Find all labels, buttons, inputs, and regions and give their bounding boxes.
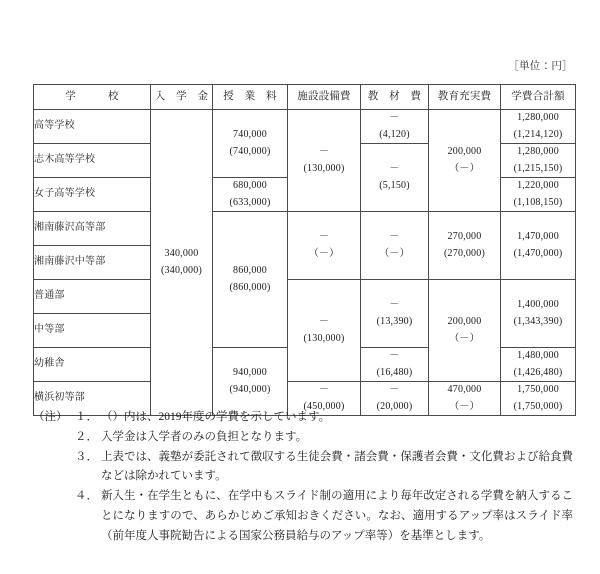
tuition-cell: [213, 212, 288, 348]
school-name-cell: 湘南藤沢高等部: [34, 212, 151, 246]
material-fee-cell-current: －: [389, 230, 400, 242]
unit-label: ［単位：円］: [508, 61, 573, 72]
table-body: [34, 110, 576, 416]
tuition-cell: [213, 178, 288, 212]
tuition-cell-previous: (633,000): [229, 197, 271, 208]
material-fee-cell: [361, 348, 429, 382]
note-item: [75, 408, 573, 428]
material-fee-cell: [361, 212, 429, 280]
total-fee-cell: [501, 178, 576, 212]
facility-fee-cell-previous: (130,000): [303, 333, 345, 344]
school-name-cell: 志木高等学校: [34, 144, 151, 178]
total-fee-cell-current: 1,480,000: [517, 349, 559, 361]
education-enrichment-fee-cell-previous: (270,000): [444, 248, 485, 259]
education-enrichment-fee-cell-current: 470,000: [447, 383, 482, 395]
note-number: ３．: [75, 450, 98, 463]
admission-fee-cell: [151, 110, 213, 416]
table-row: [34, 280, 576, 314]
total-fee-cell-previous: (1,343,390): [513, 316, 563, 327]
tuition-cell-previous: (740,000): [229, 146, 271, 157]
total-fee-cell-previous: (1,750,000): [513, 401, 563, 412]
column-header-total: 学費合計額: [501, 85, 576, 110]
material-fee-cell-previous: （－）: [379, 248, 410, 259]
admission-fee-current: 340,000: [164, 247, 199, 259]
tuition-cell-current: 740,000: [233, 128, 267, 140]
facility-fee-cell-previous: (450,000): [303, 401, 345, 412]
total-fee-cell-previous: (1,426,480): [513, 367, 563, 378]
material-fee-cell-current: －: [389, 111, 400, 123]
facility-fee-cell-current: －: [318, 145, 330, 157]
material-fee-cell-current: －: [389, 383, 400, 395]
tuition-cell-current: 860,000: [233, 264, 267, 276]
column-header-tuition: 授 業 料: [213, 85, 288, 110]
column-header-school: 学 校: [34, 85, 151, 110]
school-name-cell: 女子高等学校: [34, 178, 151, 212]
column-header-education-enrichment-fee: 教育充実費: [429, 85, 501, 110]
education-enrichment-fee-cell: [429, 212, 501, 280]
facility-fee-cell-previous: （－）: [308, 248, 340, 259]
school-name-cell: 横浜初等部: [34, 382, 151, 416]
school-name-cell: 湘南藤沢中等部: [34, 246, 151, 280]
tuition-cell: [213, 110, 288, 178]
column-header-admission-fee: 入 学 金: [151, 85, 213, 110]
education-enrichment-fee-cell: [429, 280, 501, 382]
tuition-fee-table: [33, 84, 576, 416]
total-fee-cell-previous: (1,108,150): [513, 197, 563, 208]
note-number: ２．: [75, 430, 98, 443]
notes-list: [33, 408, 573, 546]
facility-fee-cell: [288, 280, 361, 382]
notes-section: [33, 408, 573, 546]
table-header: [34, 85, 576, 110]
total-fee-cell: [501, 212, 576, 280]
note-text: 入学金は入学者のみの負担となります。: [101, 430, 308, 443]
total-fee-cell: [501, 280, 576, 348]
material-fee-cell-previous: (16,480): [376, 367, 413, 378]
note-item: [75, 487, 573, 546]
facility-fee-cell: [288, 110, 361, 212]
tuition-cell-current: 680,000: [233, 179, 267, 191]
column-header-facility-fee: 施設設備費: [288, 85, 361, 110]
material-fee-cell: [361, 144, 429, 212]
note-text: 上表では、義塾が委託されて徴収する生徒会費・諸会費・保護者会費・文化費および給食費などは除かれています。: [101, 450, 573, 483]
header-row: [34, 85, 576, 110]
tuition-cell-previous: (940,000): [229, 384, 271, 395]
total-fee-cell-previous: (1,470,000): [513, 248, 563, 259]
facility-fee-cell-previous: (130,000): [303, 163, 345, 174]
education-enrichment-fee-cell-current: 200,000: [447, 145, 482, 157]
school-name-cell: 普通部: [34, 280, 151, 314]
school-name-cell: 高等学校: [34, 110, 151, 144]
material-fee-cell-current: －: [389, 298, 400, 310]
notes-label: （注）: [33, 411, 68, 423]
column-header-material-fee: 教 材 費: [361, 85, 429, 110]
tuition-cell-current: 940,000: [233, 366, 267, 378]
tuition-cell-previous: (860,000): [229, 282, 271, 293]
material-fee-cell-previous: (5,150): [379, 180, 410, 191]
total-fee-cell: [501, 348, 576, 382]
table-row: [34, 110, 576, 144]
education-enrichment-fee-cell-previous: （－）: [449, 333, 480, 344]
facility-fee-cell-current: －: [318, 383, 330, 395]
facility-fee-cell: [288, 212, 361, 280]
material-fee-cell-previous: (4,120): [379, 129, 410, 140]
material-fee-cell: [361, 280, 429, 348]
total-fee-cell-previous: (1,214,120): [513, 129, 563, 140]
material-fee-cell-previous: (20,000): [376, 401, 413, 412]
total-fee-cell-current: 1,280,000: [517, 145, 559, 157]
note-item: [75, 428, 573, 448]
total-fee-cell: [501, 144, 576, 178]
education-enrichment-fee-cell-current: 200,000: [447, 315, 482, 327]
education-enrichment-fee-cell-previous: （－）: [449, 163, 480, 174]
education-enrichment-fee-cell-current: 270,000: [447, 230, 482, 242]
total-fee-cell: [501, 110, 576, 144]
total-fee-cell-previous: (1,215,150): [513, 163, 563, 174]
facility-fee-cell-current: －: [318, 230, 330, 242]
note-text: （）内は、2019年度の学費を示しています。: [101, 411, 331, 423]
material-fee-cell-current: －: [389, 162, 400, 174]
school-name-cell: 中等部: [34, 314, 151, 348]
note-text: 新入生・在学生ともに、在学中もスライド制の適用により毎年改定される学費を納入することになりますので、あらかじめご承知おきください。なお、適用するアップ率はスライド率（前年度人事院勧告による国家公務員給与のアップ率等）を基準とします。: [101, 490, 573, 542]
tuition-cell: [213, 348, 288, 416]
material-fee-cell: [361, 110, 429, 144]
material-fee-cell-previous: (13,390): [376, 316, 413, 327]
total-fee-cell-current: 1,400,000: [517, 298, 559, 310]
fee-table-container: [33, 84, 575, 416]
total-fee-cell-current: 1,470,000: [517, 230, 559, 242]
table-row: [34, 212, 576, 246]
material-fee-cell-current: －: [389, 349, 400, 361]
note-number: １．: [75, 411, 98, 423]
admission-fee-previous: (340,000): [161, 265, 202, 276]
facility-fee-cell-current: －: [318, 315, 330, 327]
total-fee-cell-current: 1,750,000: [517, 383, 559, 395]
note-item: [75, 448, 573, 488]
note-number: ４．: [75, 490, 98, 503]
total-fee-cell-current: 1,220,000: [517, 179, 559, 191]
school-name-cell: 幼稚舎: [34, 348, 151, 382]
education-enrichment-fee-cell-previous: （－）: [449, 401, 480, 412]
education-enrichment-fee-cell: [429, 110, 501, 212]
total-fee-cell-current: 1,280,000: [517, 111, 559, 123]
